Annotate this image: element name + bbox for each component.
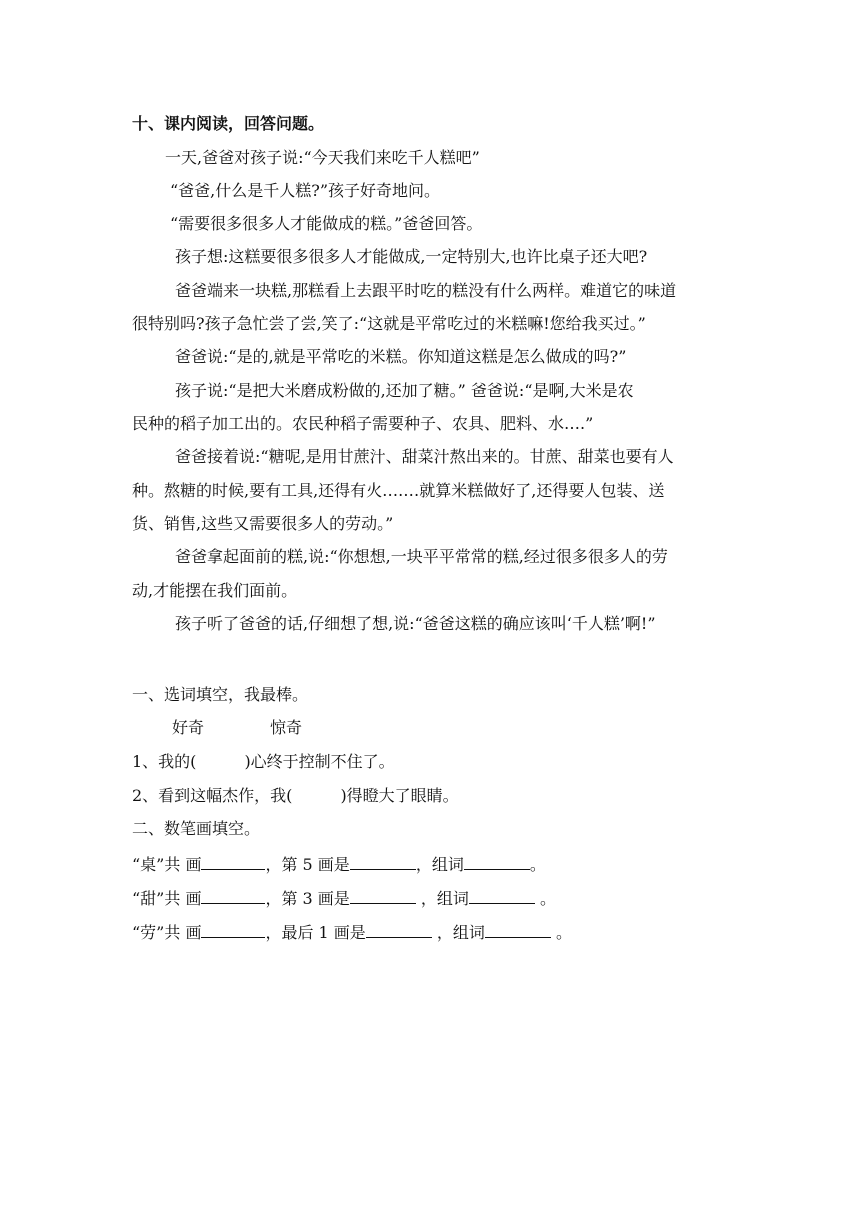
passage-line: 孩子听了爸爸的话,仔细想了想,说:“爸爸这糕的确应该叫‘千人糕’啊!”: [175, 614, 656, 633]
stroke-position-label: ，第 5 画是: [265, 855, 350, 874]
word-blank[interactable]: [469, 887, 535, 904]
stroke-count-label: “劳”共 画: [132, 923, 202, 942]
passage-line: 一天,爸爸对孩子说:“今天我们来吃千人糕吧”: [165, 148, 480, 167]
passage-line: 爸爸拿起面前的糕,说:“你想想,一块平平常常的糕,经过很多很多人的劳: [175, 547, 668, 566]
passage-line: “需要很多很多人才能做成的糕。”爸爸回答。: [170, 214, 483, 233]
item-text-before: 1、我的(: [132, 752, 197, 771]
row-end: 。: [550, 923, 572, 942]
word-choice-2: 惊奇: [270, 718, 303, 737]
word-blank[interactable]: [485, 921, 551, 938]
stroke-row: [132, 921, 572, 944]
word-label: ，组词: [415, 889, 469, 908]
stroke-blank[interactable]: [350, 853, 416, 870]
word-label: ，组词: [415, 855, 464, 874]
passage-line: 种。熬糖的时候,要有工具,还得有火….…就算米糕做好了,还得要人包装、送: [132, 481, 665, 500]
question-1-item-1: [132, 751, 395, 773]
stroke-position-label: ，最后 1 画是: [265, 923, 366, 942]
passage-line: 货、销售,这些又需要很多人的劳动。”: [132, 514, 394, 533]
stroke-blank[interactable]: [366, 921, 432, 938]
passage-line: 爸爸接着说:“糖呢,是用甘蔗汁、甜菜汁熬出来的。甘蔗、甜菜也要有人: [175, 447, 674, 466]
item-text-after: )得瞪大了眼睛。: [340, 786, 459, 805]
question-1-item-2: [132, 785, 459, 807]
question-2-title: 二、数笔画填空。: [132, 819, 261, 838]
stroke-count-label: “桌”共 画: [132, 855, 202, 874]
section-title: 十、课内阅读，回答问题。: [132, 114, 325, 133]
word-blank[interactable]: [464, 853, 530, 870]
passage-line: 孩子想:这糕要很多很多人才能做成,一定特别大,也许比桌子还大吧?: [175, 247, 648, 266]
row-end: 。: [534, 889, 556, 908]
stroke-count-blank[interactable]: [201, 853, 265, 870]
row-end: 。: [529, 855, 546, 874]
item-text-after: )心终于控制不住了。: [244, 752, 395, 771]
stroke-row: [132, 887, 556, 910]
passage-line: 民种的稻子加工出的。农民种稻子需要种子、农具、肥料、水….”: [132, 414, 594, 433]
word-choice-1: 好奇: [172, 718, 205, 737]
passage-line: “爸爸,什么是千人糕?”孩子好奇地问。: [170, 181, 441, 200]
passage-line: 爸爸说:“是的,就是平常吃的米糕。你知道这糕是怎么做成的吗?”: [175, 347, 627, 366]
stroke-position-label: ，第 3 画是: [265, 889, 350, 908]
word-label: ，组词: [431, 923, 485, 942]
stroke-count-blank[interactable]: [201, 921, 265, 938]
passage-line: 孩子说:“是把大米磨成粉做的,还加了糖。” 爸爸说:“是啊,大米是农: [175, 381, 634, 400]
question-1-title: 一、选词填空，我最棒。: [132, 685, 309, 704]
passage-line: 爸爸端来一块糕,那糕看上去跟平时吃的糕没有什么两样。难道它的味道: [175, 281, 677, 300]
passage-line: 动,才能摆在我们面前。: [132, 581, 298, 600]
stroke-count-blank[interactable]: [201, 887, 265, 904]
passage-line: 很特别吗?孩子急忙尝了尝,笑了:“这就是平常吃过的米糕嘛!您给我买过。”: [132, 314, 646, 333]
stroke-row: [132, 853, 546, 876]
item-text-before: 2、看到这幅杰作，我(: [132, 786, 293, 805]
stroke-blank[interactable]: [350, 887, 416, 904]
stroke-count-label: “甜”共 画: [132, 889, 202, 908]
